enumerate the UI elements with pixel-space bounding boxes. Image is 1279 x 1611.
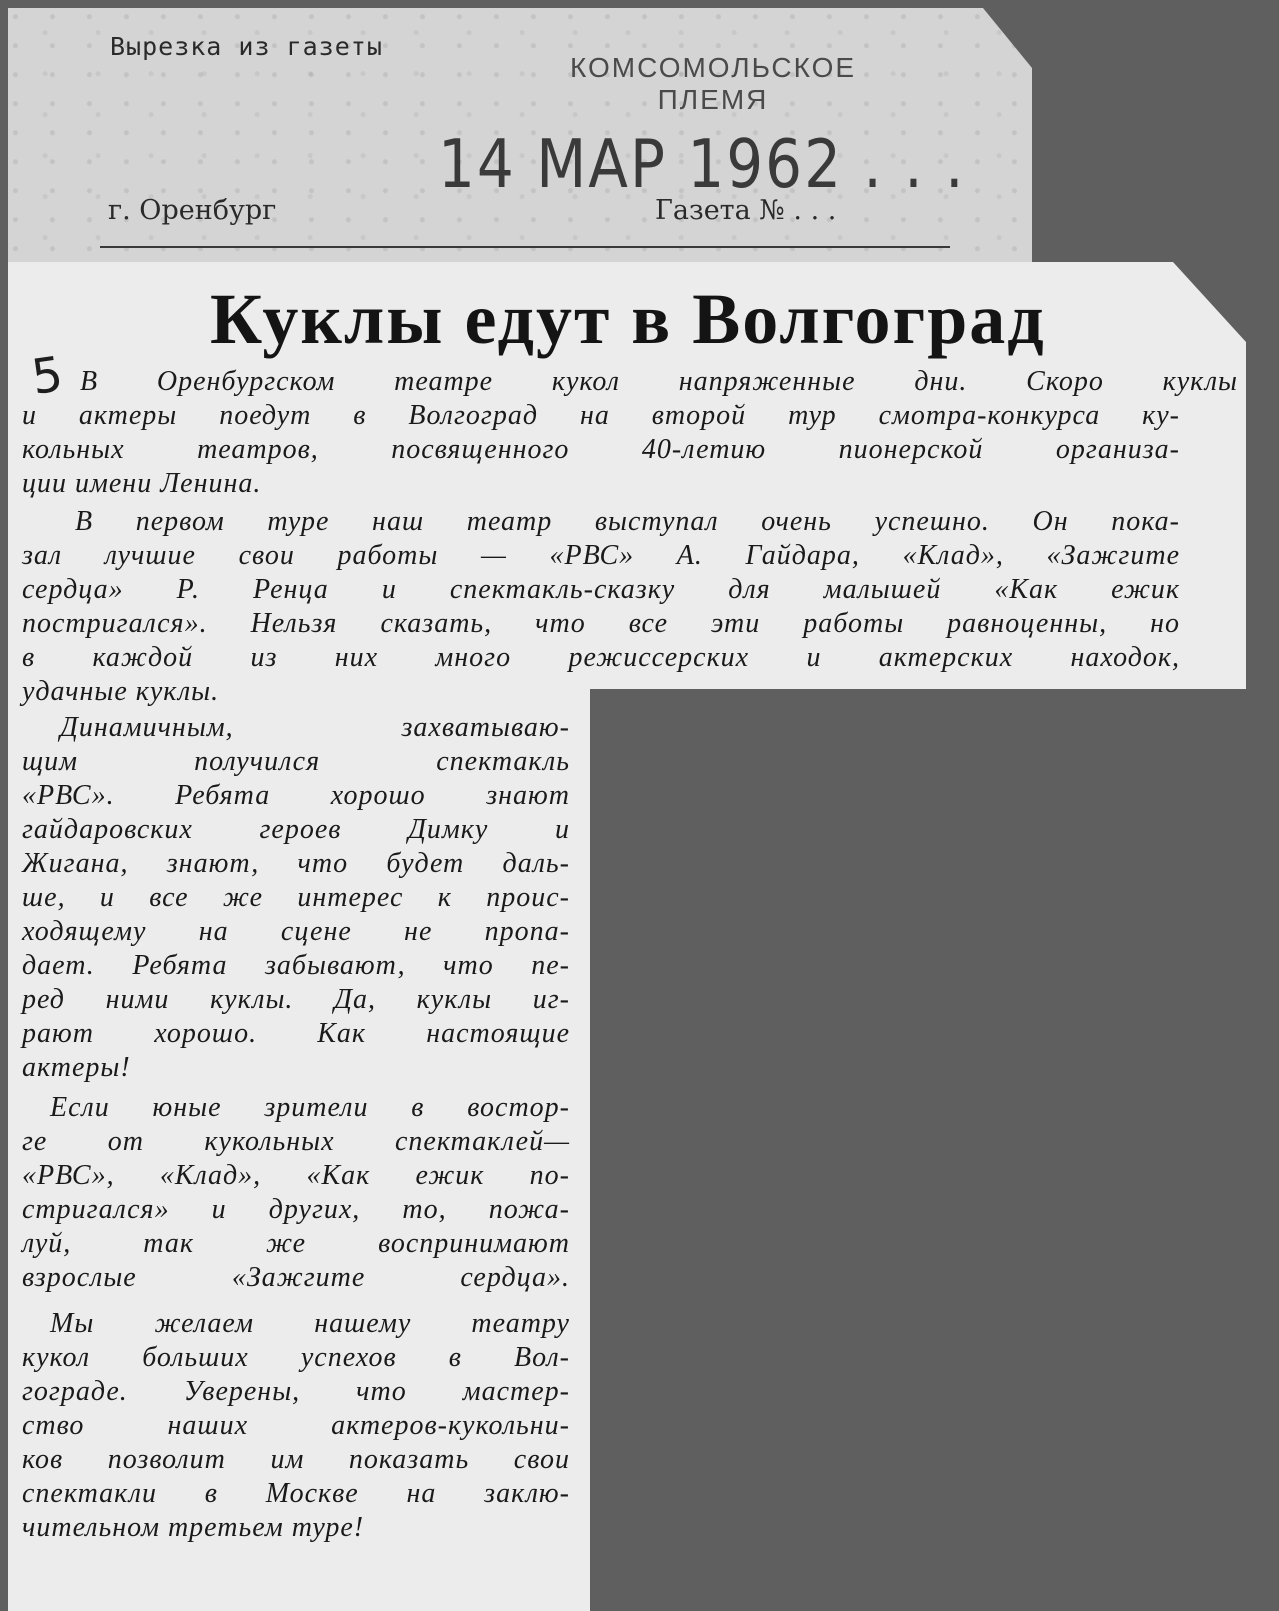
body-line: постригался». Нельзя сказать, что все эти работы равноценны, но: [22, 608, 1180, 639]
body-line: дает. Ребята забывают, что пе-: [22, 950, 570, 981]
body-line: Мы желаем нашему театру: [50, 1308, 570, 1339]
body-line: Жигана, знают, что будет даль-: [22, 848, 570, 879]
body-line: зал лучшие свои работы — «РВС» А. Гайдара, «Клад», «Зажгите: [22, 540, 1180, 571]
body-line: В Оренбургском театре кукол напряженные дни. Скоро куклы: [80, 366, 1238, 397]
body-line: Если юные зрители в востор-: [50, 1092, 570, 1123]
body-line: «РВС». Ребята хорошо знают: [22, 780, 570, 811]
body-line: ство наших актеров-кукольни-: [22, 1410, 570, 1441]
body-line: чительном третьем туре!: [22, 1512, 365, 1543]
body-line: гайдаровских героев Димку и: [22, 814, 570, 845]
body-line: ков позволит им показать свои: [22, 1444, 570, 1475]
body-line: рают хорошо. Как настоящие: [22, 1018, 570, 1049]
city-label: г. Оренбург: [108, 195, 277, 226]
body-line: сердца» Р. Ренца и спектакль-сказку для малышей «Как ежик: [22, 574, 1180, 605]
body-line: «РВС», «Клад», «Как ежик по-: [22, 1160, 570, 1191]
body-line: спектакли в Москве на заклю-: [22, 1478, 570, 1509]
body-line: ходящему на сцене не пропа-: [22, 916, 570, 947]
body-line: кольных театров, посвященного 40-летию пионерской организа-: [22, 434, 1180, 465]
body-line: ше, и все же интерес к проис-: [22, 882, 570, 913]
body-line: ции имени Ленина.: [22, 468, 262, 499]
body-line: ге от кукольных спектаклей—: [22, 1126, 570, 1157]
newspaper-name-line1: КОМСОМОЛЬСКОЕ: [570, 52, 857, 83]
body-line: в каждой из них много режиссерских и актерских находок,: [22, 642, 1180, 673]
body-line: удачные куклы.: [22, 676, 220, 707]
newspaper-name: [570, 52, 856, 116]
body-line: взрослые «Зажгите сердца».: [22, 1262, 570, 1293]
body-line: актеры!: [22, 1052, 131, 1083]
body-line: и актеры поедут в Волгоград на второй тур смотра-конкурса ку-: [22, 400, 1180, 431]
issue-label: Газета № . . .: [655, 195, 837, 226]
header-divider: [100, 246, 950, 248]
body-line: ред ними куклы. Да, куклы иг-: [22, 984, 570, 1015]
clipping-label: Вырезка из газеты: [110, 32, 383, 61]
date-stamp: 14 МАР 1962 . . .: [438, 124, 966, 204]
article-title: Куклы едут в Волгоград: [210, 279, 1046, 359]
body-line: В первом туре наш театр выступал очень успешно. Он пока-: [75, 506, 1180, 537]
body-line: луй, так же воспринимают: [22, 1228, 570, 1259]
body-line: кукол больших успехов в Вол-: [22, 1342, 570, 1373]
newspaper-name-line2: ПЛЕМЯ: [657, 84, 769, 115]
body-line: Динамичным, захватываю-: [60, 712, 570, 743]
body-line: стригался» и других, то, пожа-: [22, 1194, 570, 1225]
handwritten-mark: 5: [28, 346, 67, 406]
body-line: гограде. Уверены, что мастер-: [22, 1376, 570, 1407]
body-line: щим получился спектакль: [22, 746, 570, 777]
